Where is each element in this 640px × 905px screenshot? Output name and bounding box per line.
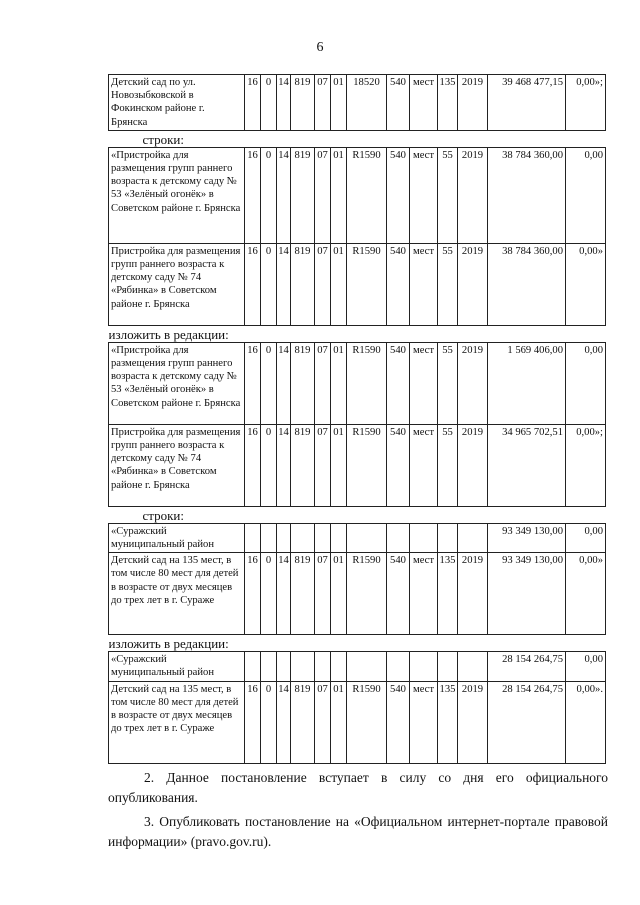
code-cell-c5 (315, 523, 331, 552)
code-cell-c1: 16 (245, 553, 261, 635)
code-cell-c1: 16 (245, 75, 261, 131)
object-name-cell: Пристройка для размещения групп раннего возраста к детскому саду № 74 «Рябинка» в Советском районе г. Брянска (109, 243, 245, 325)
code-cell-c4: 819 (291, 342, 315, 424)
amount-cell: 93 349 130,00 (488, 553, 566, 635)
table-row (109, 681, 606, 763)
code-cell-c1: 16 (245, 147, 261, 243)
code-cell-c6: 01 (331, 553, 347, 635)
section-label: изложить в редакции: (108, 636, 229, 652)
code-cell-c1: 16 (245, 342, 261, 424)
code-cell-c2 (261, 523, 277, 552)
code-cell-c7: R1590 (347, 424, 387, 506)
percent-cell: 0,00» (566, 553, 606, 635)
code-cell-c4: 819 (291, 553, 315, 635)
percent-cell: 0,00»; (566, 424, 606, 506)
code-cell-c4 (291, 652, 315, 681)
page-number: 6 (316, 40, 324, 55)
code-cell-c4: 819 (291, 243, 315, 325)
code-cell-c9: мест (410, 243, 438, 325)
code-cell-c7: 18520 (347, 75, 387, 131)
code-cell-c6: 01 (331, 424, 347, 506)
code-cell-c10: 55 (438, 424, 458, 506)
code-cell-c9 (410, 523, 438, 552)
code-cell-c11: 2019 (458, 681, 488, 763)
code-cell-c6: 01 (331, 147, 347, 243)
code-cell-c6: 01 (331, 243, 347, 325)
section-label-row (109, 130, 606, 147)
amount-cell: 93 349 130,00 (488, 523, 566, 552)
object-name-cell: «Суражский муниципальный район (109, 523, 245, 552)
code-cell-c6 (331, 652, 347, 681)
code-cell-c4: 819 (291, 75, 315, 131)
code-cell-c3: 14 (277, 681, 291, 763)
code-cell-c11: 2019 (458, 424, 488, 506)
code-cell-c5: 07 (315, 424, 331, 506)
code-cell-c11: 2019 (458, 75, 488, 131)
code-cell-c10 (438, 652, 458, 681)
amount-cell: 38 784 360,00 (488, 243, 566, 325)
code-cell-c11 (458, 652, 488, 681)
code-cell-c10: 55 (438, 342, 458, 424)
code-cell-c7 (347, 523, 387, 552)
code-cell-c5: 07 (315, 342, 331, 424)
amount-cell: 28 154 264,75 (488, 652, 566, 681)
code-cell-c10: 55 (438, 147, 458, 243)
section-label-row (109, 635, 606, 652)
code-cell-c7 (347, 652, 387, 681)
paragraph-2-text: 2. Данное постановление вступает в силу со дня его официального опубликования. (108, 770, 608, 805)
code-cell-c3: 14 (277, 553, 291, 635)
table-row (109, 147, 606, 243)
budget-table (108, 74, 606, 764)
code-cell-c4: 819 (291, 424, 315, 506)
table-row (109, 553, 606, 635)
amount-cell: 39 468 477,15 (488, 75, 566, 131)
code-cell-c3: 14 (277, 342, 291, 424)
code-cell-c7: R1590 (347, 553, 387, 635)
code-cell-c5: 07 (315, 243, 331, 325)
code-cell-c9: мест (410, 147, 438, 243)
code-cell-c8: 540 (387, 553, 410, 635)
object-name-cell: Детский сад на 135 мест, в том числе 80 мест для детей в возрасте от двух месяцев до трех лет в г. Сураже (109, 681, 245, 763)
percent-cell: 0,00»; (566, 75, 606, 131)
paragraph-3 (108, 812, 608, 852)
code-cell-c5 (315, 652, 331, 681)
code-cell-c1: 16 (245, 424, 261, 506)
code-cell-c7: R1590 (347, 342, 387, 424)
code-cell-c9: мест (410, 681, 438, 763)
code-cell-c10: 55 (438, 243, 458, 325)
percent-cell: 0,00 (566, 342, 606, 424)
section-label: изложить в редакции: (108, 326, 229, 342)
code-cell-c5: 07 (315, 75, 331, 131)
code-cell-c6 (331, 523, 347, 552)
code-cell-c5: 07 (315, 681, 331, 763)
object-name-cell: Детский сад по ул. Новозыбковской в Фокинском районе г. Брянска (109, 75, 245, 131)
amount-cell: 28 154 264,75 (488, 681, 566, 763)
section-label-row (109, 325, 606, 342)
code-cell-c5: 07 (315, 147, 331, 243)
code-cell-c3: 14 (277, 75, 291, 131)
code-cell-c11 (458, 523, 488, 552)
code-cell-c11: 2019 (458, 243, 488, 325)
table-row (109, 243, 606, 325)
code-cell-c3: 14 (277, 424, 291, 506)
code-cell-c2: 0 (261, 147, 277, 243)
object-name-cell: «Пристройка для размещения групп раннего возраста к детскому саду № 53 «Зелёный огонёк» в Советском районе г. Брянска (109, 342, 245, 424)
code-cell-c4: 819 (291, 147, 315, 243)
code-cell-c8: 540 (387, 243, 410, 325)
code-cell-c9: мест (410, 553, 438, 635)
code-cell-c2 (261, 652, 277, 681)
code-cell-c4 (291, 523, 315, 552)
code-cell-c9 (410, 652, 438, 681)
code-cell-c3: 14 (277, 243, 291, 325)
code-cell-c9: мест (410, 424, 438, 506)
amount-cell: 1 569 406,00 (488, 342, 566, 424)
code-cell-c2: 0 (261, 75, 277, 131)
code-cell-c11: 2019 (458, 342, 488, 424)
code-cell-c10: 135 (438, 553, 458, 635)
object-name-cell: Детский сад на 135 мест, в том числе 80 мест для детей в возрасте от двух месяцев до трех лет в г. Сураже (109, 553, 245, 635)
code-cell-c4: 819 (291, 681, 315, 763)
code-cell-c1 (245, 523, 261, 552)
table-row (109, 75, 606, 131)
section-label-row (109, 506, 606, 523)
code-cell-c3: 14 (277, 147, 291, 243)
table-row (109, 342, 606, 424)
code-cell-c8 (387, 652, 410, 681)
code-cell-c2: 0 (261, 424, 277, 506)
closing-paragraphs (108, 768, 608, 852)
code-cell-c2: 0 (261, 243, 277, 325)
code-cell-c6: 01 (331, 342, 347, 424)
code-cell-c10: 135 (438, 75, 458, 131)
paragraph-2 (108, 768, 608, 808)
percent-cell: 0,00» (566, 243, 606, 325)
percent-cell: 0,00 (566, 523, 606, 552)
percent-cell: 0,00 (566, 147, 606, 243)
code-cell-c2: 0 (261, 553, 277, 635)
code-cell-c1: 16 (245, 681, 261, 763)
percent-cell: 0,00 (566, 652, 606, 681)
code-cell-c8: 540 (387, 681, 410, 763)
code-cell-c6: 01 (331, 75, 347, 131)
code-cell-c3 (277, 523, 291, 552)
code-cell-c10 (438, 523, 458, 552)
code-cell-c3 (277, 652, 291, 681)
amount-cell: 34 965 702,51 (488, 424, 566, 506)
object-name-cell: «Суражский муниципальный район (109, 652, 245, 681)
code-cell-c8: 540 (387, 342, 410, 424)
code-cell-c7: R1590 (347, 681, 387, 763)
code-cell-c1 (245, 652, 261, 681)
code-cell-c11: 2019 (458, 553, 488, 635)
object-name-cell: Пристройка для размещения групп раннего возраста к детскому саду № 74 «Рябинка» в Советском районе г. Брянска (109, 424, 245, 506)
code-cell-c2: 0 (261, 342, 277, 424)
table-row (109, 652, 606, 681)
code-cell-c8: 540 (387, 75, 410, 131)
section-label: строки: (142, 507, 184, 523)
code-cell-c9: мест (410, 342, 438, 424)
section-label: строки: (142, 131, 184, 147)
code-cell-c10: 135 (438, 681, 458, 763)
code-cell-c9: мест (410, 75, 438, 131)
amount-cell: 38 784 360,00 (488, 147, 566, 243)
percent-cell: 0,00». (566, 681, 606, 763)
code-cell-c8: 540 (387, 424, 410, 506)
object-name-cell: «Пристройка для размещения групп раннего возраста к детскому саду № 53 «Зелёный огонёк» в Советском районе г. Брянска (109, 147, 245, 243)
code-cell-c6: 01 (331, 681, 347, 763)
table-row (109, 424, 606, 506)
code-cell-c11: 2019 (458, 147, 488, 243)
code-cell-c8: 540 (387, 147, 410, 243)
code-cell-c7: R1590 (347, 147, 387, 243)
table-row (109, 523, 606, 552)
paragraph-3-text: 3. Опубликовать постановление на «Официальном интернет-портале правовой информации» (pravo.gov.ru). (108, 814, 608, 849)
code-cell-c7: R1590 (347, 243, 387, 325)
code-cell-c5: 07 (315, 553, 331, 635)
code-cell-c2: 0 (261, 681, 277, 763)
code-cell-c1: 16 (245, 243, 261, 325)
code-cell-c8 (387, 523, 410, 552)
